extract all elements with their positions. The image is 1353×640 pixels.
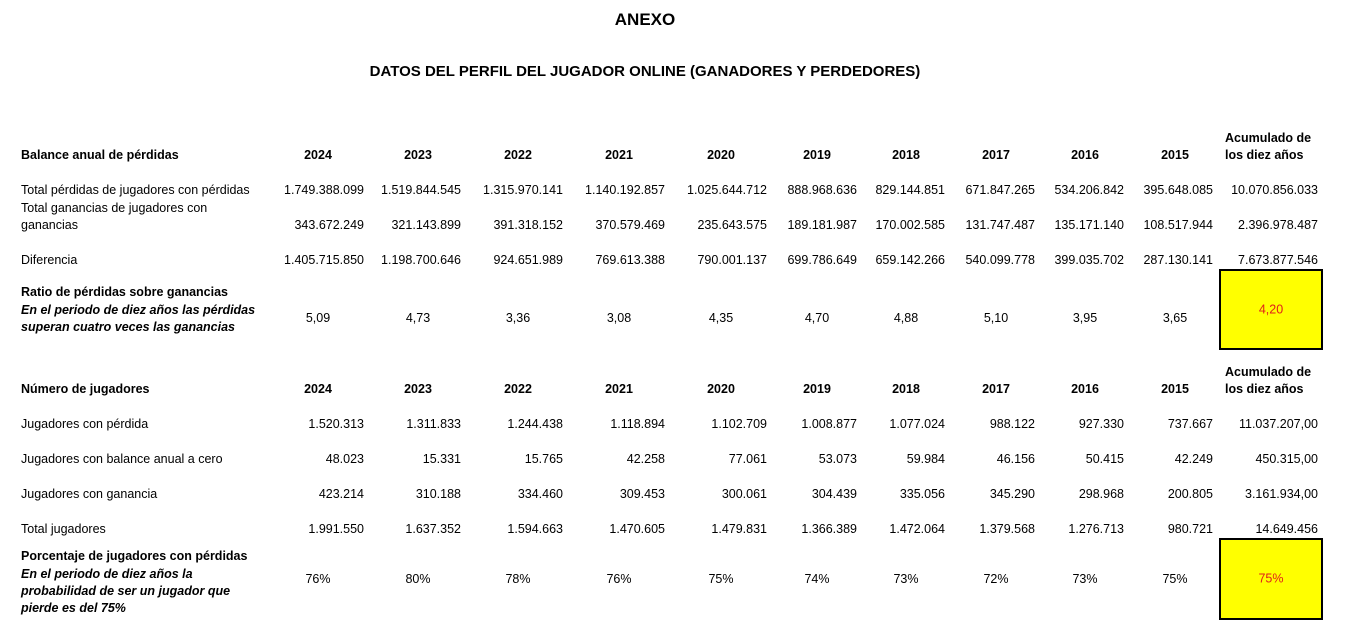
value-cell: 343.672.249 [294,218,364,232]
value-cell: 321.143.899 [391,218,461,232]
page-title: ANEXO [614,10,676,29]
value-cell: 42.249 [1174,452,1213,466]
row-label: Total ganancias de jugadores con [21,201,208,215]
row-label: ganancias [21,218,78,232]
total-cell: 11.037.207,00 [1238,417,1318,431]
value-cell: 59.984 [906,452,945,466]
year-header: 2016 [1071,382,1099,396]
percentage-value: 74% [804,572,830,586]
value-cell: 980.721 [1167,522,1213,536]
percentage-value: 75% [708,572,734,586]
value-cell: 1.405.715.850 [284,253,364,267]
value-cell: 829.144.851 [875,183,945,197]
value-cell: 370.579.469 [595,218,665,232]
ratio-value: 3,65 [1162,311,1188,325]
value-cell: 1.276.713 [1068,522,1124,536]
value-cell: 1.008.877 [801,417,857,431]
ratio-total-value: 4,20 [1258,302,1284,316]
value-cell: 1.244.438 [507,417,563,431]
value-cell: 108.517.944 [1143,218,1213,232]
percentage-total-value: 75% [1258,571,1284,586]
year-header: 2021 [605,382,633,396]
value-cell: 135.171.140 [1054,218,1124,232]
highlight-percentage-total [1219,538,1323,620]
value-cell: 304.439 [811,487,857,501]
section-heading: Número de jugadores [21,382,150,396]
total-cell: 450.315,00 [1255,452,1318,466]
section-heading: Balance anual de pérdidas [21,148,179,162]
value-cell: 42.258 [626,452,665,466]
value-cell: 927.330 [1078,417,1124,431]
year-header: 2018 [892,382,920,396]
value-cell: 769.613.388 [595,253,665,267]
total-header: Acumulado de los diez años [1225,365,1312,396]
year-header: 2019 [803,148,831,162]
value-cell: 189.181.987 [787,218,857,232]
value-cell: 53.073 [818,452,857,466]
value-cell: 1.025.644.712 [687,183,767,197]
year-header: 2015 [1161,382,1189,396]
ratio-value: 3,95 [1072,311,1098,325]
value-cell: 131.747.487 [965,218,1035,232]
year-header: 2024 [304,382,332,396]
ratio-value: 3,36 [505,311,531,325]
value-cell: 46.156 [996,452,1035,466]
value-cell: 50.415 [1085,452,1124,466]
value-cell: 48.023 [325,452,364,466]
ratio-value: 4,70 [804,311,830,325]
value-cell: 1.637.352 [405,522,461,536]
value-cell: 300.061 [721,487,767,501]
total-cell: 2.396.978.487 [1238,218,1318,232]
ratio-note: En el periodo de diez años las pérdidas [21,303,256,317]
value-cell: 1.379.568 [979,522,1035,536]
value-cell: 1.479.831 [711,522,767,536]
ratio-value: 5,10 [983,311,1009,325]
value-cell: 1.594.663 [507,522,563,536]
year-header: 2023 [404,148,432,162]
value-cell: 1.519.844.545 [381,183,461,197]
value-cell: 888.968.636 [787,183,857,197]
value-cell: 335.056 [899,487,945,501]
year-header: 2019 [803,382,831,396]
year-header: 2017 [982,148,1010,162]
value-cell: 345.290 [989,487,1035,501]
value-cell: 1.991.550 [308,522,364,536]
year-header: 2020 [707,382,735,396]
year-header: 2018 [892,148,920,162]
year-header: 2024 [304,148,332,162]
value-cell: 1.472.064 [889,522,945,536]
value-cell: 924.651.989 [493,253,563,267]
value-cell: 395.648.085 [1143,183,1213,197]
row-label: Jugadores con balance anual a cero [21,452,223,466]
page-subtitle: DATOS DEL PERFIL DEL JUGADOR ONLINE (GANADORES Y PERDEDORES) [369,63,921,80]
value-cell: 77.061 [728,452,767,466]
value-cell: 1.749.388.099 [284,183,364,197]
value-cell: 671.847.265 [965,183,1035,197]
value-cell: 200.805 [1167,487,1213,501]
value-cell: 699.786.649 [787,253,857,267]
value-cell: 1.118.894 [610,417,665,431]
value-cell: 1.140.192.857 [585,183,665,197]
ratio-value: 4,88 [893,311,919,325]
year-header: 2022 [504,382,532,396]
value-cell: 170.002.585 [875,218,945,232]
value-cell: 1.520.313 [308,417,364,431]
value-cell: 391.318.152 [493,218,563,232]
row-label: Total jugadores [21,522,106,536]
total-cell: 3.161.934,00 [1245,487,1318,501]
year-header: 2017 [982,382,1010,396]
year-header: 2020 [707,148,735,162]
row-label: Total pérdidas de jugadores con pérdidas [21,183,250,197]
value-cell: 1.198.700.646 [381,253,461,267]
value-cell: 1.366.389 [801,522,857,536]
value-cell: 1.470.605 [609,522,665,536]
total-cell: 10.070.856.033 [1231,183,1318,197]
value-cell: 540.099.778 [965,253,1035,267]
value-cell: 298.968 [1078,487,1124,501]
ratio-value: 4,73 [405,311,431,325]
percentage-value: 75% [1162,572,1188,586]
percentage-value: 76% [305,572,331,586]
row-label: Jugadores con pérdida [21,417,149,431]
value-cell: 15.331 [422,452,461,466]
year-header: 2015 [1161,148,1189,162]
percentage-value: 73% [893,572,919,586]
value-cell: 235.643.575 [697,218,767,232]
percentage-value: 73% [1072,572,1098,586]
value-cell: 534.206.842 [1054,183,1124,197]
value-cell: 1.315.970.141 [483,183,563,197]
ratio-value: 5,09 [305,311,331,325]
highlight-ratio-total [1219,269,1323,350]
year-header: 2021 [605,148,633,162]
percentage-value: 80% [405,572,431,586]
percentage-note: En el periodo de diez años la [21,567,193,581]
row-label: Diferencia [21,253,78,267]
ratio-label: Ratio de pérdidas sobre ganancias [21,285,229,299]
year-header: 2022 [504,148,532,162]
ratio-note: superan cuatro veces las ganancias [21,320,235,334]
value-cell: 310.188 [415,487,461,501]
value-cell: 1.077.024 [889,417,945,431]
year-header: 2016 [1071,148,1099,162]
value-cell: 790.001.137 [697,253,767,267]
percentage-note: pierde es del 75% [21,601,126,615]
value-cell: 988.122 [989,417,1035,431]
total-cell: 14.649.456 [1255,522,1318,536]
year-header: 2023 [404,382,432,396]
value-cell: 334.460 [517,487,563,501]
percentage-value: 78% [505,572,531,586]
total-header: Acumulado de los diez años [1225,131,1312,162]
value-cell: 737.667 [1167,417,1213,431]
value-cell: 309.453 [619,487,665,501]
ratio-value: 4,35 [708,311,734,325]
value-cell: 659.142.266 [875,253,945,267]
percentage-note: probabilidad de ser un jugador que [21,584,231,598]
value-cell: 1.102.709 [711,417,767,431]
percentage-value: 76% [606,572,632,586]
value-cell: 15.765 [524,452,563,466]
value-cell: 399.035.702 [1054,253,1124,267]
total-cell: 7.673.877.546 [1238,253,1318,267]
value-cell: 287.130.141 [1143,253,1213,267]
percentage-label: Porcentaje de jugadores con pérdidas [21,549,248,563]
row-label: Jugadores con ganancia [21,487,158,501]
percentage-value: 72% [983,572,1009,586]
value-cell: 1.311.833 [406,417,461,431]
ratio-value: 3,08 [606,311,632,325]
value-cell: 423.214 [318,487,364,501]
